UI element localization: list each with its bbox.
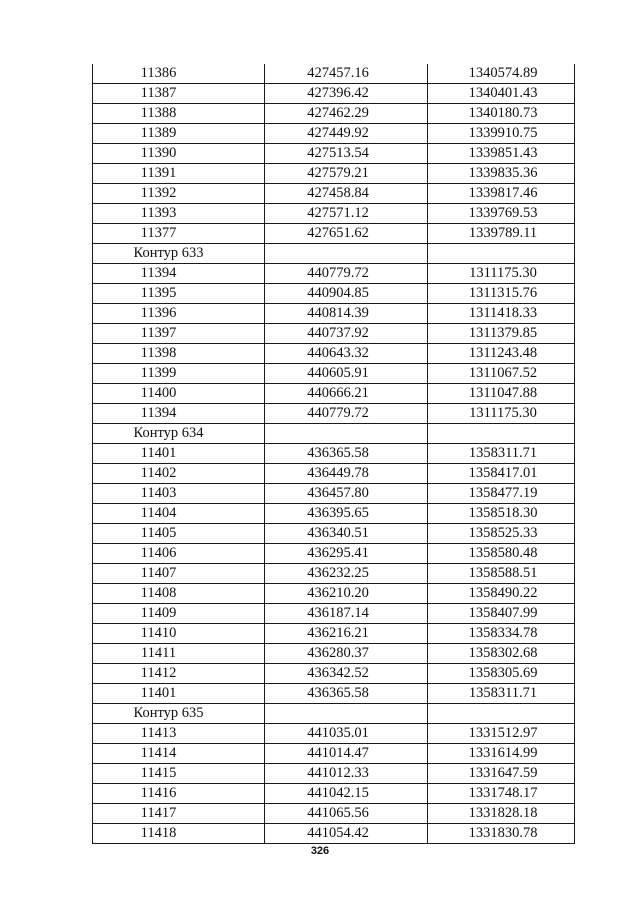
table-row: [93, 384, 575, 404]
table-row: [93, 304, 575, 324]
table-row: [93, 184, 575, 204]
y-coordinate-cell: 1358518.30: [428, 504, 575, 524]
table-row: [93, 744, 575, 764]
point-id-cell: 11414: [93, 744, 265, 764]
point-id-cell: 11388: [93, 104, 265, 124]
table-row: [93, 484, 575, 504]
point-id-cell: 11400: [93, 384, 265, 404]
x-coordinate-cell: 436280.37: [265, 644, 428, 664]
x-coordinate-cell: 427462.29: [265, 104, 428, 124]
x-coordinate-cell: 440737.92: [265, 324, 428, 344]
point-id-cell: 11396: [93, 304, 265, 324]
table-row: [93, 584, 575, 604]
contour-label: Контур 634: [93, 424, 265, 444]
table-row: [93, 544, 575, 564]
coordinates-table: [92, 64, 575, 844]
x-coordinate-cell: 436457.80: [265, 484, 428, 504]
y-coordinate-cell: 1311418.33: [428, 304, 575, 324]
table-row: [93, 164, 575, 184]
y-coordinate-cell: 1358588.51: [428, 564, 575, 584]
y-coordinate-cell: 1331748.17: [428, 784, 575, 804]
point-id-cell: 11418: [93, 824, 265, 844]
point-id-cell: 11410: [93, 624, 265, 644]
y-coordinate-cell: 1311379.85: [428, 324, 575, 344]
table-row: [93, 404, 575, 424]
y-coordinate-cell: 1311175.30: [428, 404, 575, 424]
y-coordinate-cell: 1358302.68: [428, 644, 575, 664]
y-coordinate-cell: 1340401.43: [428, 84, 575, 104]
x-coordinate-cell: 436365.58: [265, 444, 428, 464]
x-coordinate-cell: 436210.20: [265, 584, 428, 604]
y-coordinate-cell: 1331830.78: [428, 824, 575, 844]
contour-label: Контур 633: [93, 244, 265, 264]
x-coordinate-cell: 436232.25: [265, 564, 428, 584]
empty-cell: [428, 244, 575, 264]
point-id-cell: 11392: [93, 184, 265, 204]
table-row: [93, 464, 575, 484]
x-coordinate-cell: 441042.15: [265, 784, 428, 804]
table-row: [93, 604, 575, 624]
x-coordinate-cell: 441012.33: [265, 764, 428, 784]
table-row: [93, 124, 575, 144]
point-id-cell: 11390: [93, 144, 265, 164]
x-coordinate-cell: 441065.56: [265, 804, 428, 824]
table-row: [93, 764, 575, 784]
y-coordinate-cell: 1311175.30: [428, 264, 575, 284]
point-id-cell: 11411: [93, 644, 265, 664]
table-row: [93, 84, 575, 104]
y-coordinate-cell: 1358490.22: [428, 584, 575, 604]
table-row: [93, 644, 575, 664]
table-row: [93, 564, 575, 584]
x-coordinate-cell: 440779.72: [265, 404, 428, 424]
empty-cell: [428, 424, 575, 444]
x-coordinate-cell: 440779.72: [265, 264, 428, 284]
x-coordinate-cell: 440643.32: [265, 344, 428, 364]
table-row: [93, 224, 575, 244]
empty-cell: [265, 244, 428, 264]
table-row: [93, 204, 575, 224]
y-coordinate-cell: 1311067.52: [428, 364, 575, 384]
point-id-cell: 11407: [93, 564, 265, 584]
point-id-cell: 11404: [93, 504, 265, 524]
x-coordinate-cell: 440666.21: [265, 384, 428, 404]
y-coordinate-cell: 1339835.36: [428, 164, 575, 184]
x-coordinate-cell: 436216.21: [265, 624, 428, 644]
table-row: [93, 64, 575, 84]
y-coordinate-cell: 1340180.73: [428, 104, 575, 124]
y-coordinate-cell: 1339769.53: [428, 204, 575, 224]
point-id-cell: 11397: [93, 324, 265, 344]
y-coordinate-cell: 1358311.71: [428, 444, 575, 464]
x-coordinate-cell: 440904.85: [265, 284, 428, 304]
y-coordinate-cell: 1331828.18: [428, 804, 575, 824]
point-id-cell: 11395: [93, 284, 265, 304]
table-row: [93, 504, 575, 524]
table-row: [93, 364, 575, 384]
point-id-cell: 11406: [93, 544, 265, 564]
table-row: [93, 664, 575, 684]
point-id-cell: 11394: [93, 404, 265, 424]
point-id-cell: 11386: [93, 64, 265, 84]
point-id-cell: 11403: [93, 484, 265, 504]
table-row: [93, 264, 575, 284]
table-row: [93, 444, 575, 464]
contour-header-row: [93, 704, 575, 724]
x-coordinate-cell: 436340.51: [265, 524, 428, 544]
x-coordinate-cell: 427457.16: [265, 64, 428, 84]
table-row: [93, 284, 575, 304]
x-coordinate-cell: 427449.92: [265, 124, 428, 144]
y-coordinate-cell: 1339817.46: [428, 184, 575, 204]
table-row: [93, 684, 575, 704]
point-id-cell: 11413: [93, 724, 265, 744]
y-coordinate-cell: 1358334.78: [428, 624, 575, 644]
x-coordinate-cell: 427579.21: [265, 164, 428, 184]
contour-label: Контур 635: [93, 704, 265, 724]
empty-cell: [428, 704, 575, 724]
x-coordinate-cell: 436365.58: [265, 684, 428, 704]
point-id-cell: 11401: [93, 684, 265, 704]
y-coordinate-cell: 1331647.59: [428, 764, 575, 784]
point-id-cell: 11408: [93, 584, 265, 604]
table-row: [93, 324, 575, 344]
y-coordinate-cell: 1331614.99: [428, 744, 575, 764]
x-coordinate-cell: 427458.84: [265, 184, 428, 204]
x-coordinate-cell: 427571.12: [265, 204, 428, 224]
y-coordinate-cell: 1311243.48: [428, 344, 575, 364]
table-row: [93, 804, 575, 824]
empty-cell: [265, 704, 428, 724]
table-row: [93, 344, 575, 364]
y-coordinate-cell: 1339789.11: [428, 224, 575, 244]
point-id-cell: 11398: [93, 344, 265, 364]
y-coordinate-cell: 1340574.89: [428, 64, 575, 84]
coordinates-table-body: [93, 64, 575, 844]
y-coordinate-cell: 1358477.19: [428, 484, 575, 504]
x-coordinate-cell: 427651.62: [265, 224, 428, 244]
point-id-cell: 11393: [93, 204, 265, 224]
x-coordinate-cell: 436342.52: [265, 664, 428, 684]
x-coordinate-cell: 436395.65: [265, 504, 428, 524]
table-row: [93, 144, 575, 164]
x-coordinate-cell: 427396.42: [265, 84, 428, 104]
contour-header-row: [93, 244, 575, 264]
x-coordinate-cell: 427513.54: [265, 144, 428, 164]
point-id-cell: 11401: [93, 444, 265, 464]
point-id-cell: 11399: [93, 364, 265, 384]
point-id-cell: 11389: [93, 124, 265, 144]
y-coordinate-cell: 1358580.48: [428, 544, 575, 564]
point-id-cell: 11377: [93, 224, 265, 244]
table-row: [93, 724, 575, 744]
y-coordinate-cell: 1331512.97: [428, 724, 575, 744]
point-id-cell: 11415: [93, 764, 265, 784]
point-id-cell: 11402: [93, 464, 265, 484]
page-number: 326: [310, 845, 330, 857]
x-coordinate-cell: 436449.78: [265, 464, 428, 484]
x-coordinate-cell: 441014.47: [265, 744, 428, 764]
point-id-cell: 11409: [93, 604, 265, 624]
y-coordinate-cell: 1339910.75: [428, 124, 575, 144]
x-coordinate-cell: 436187.14: [265, 604, 428, 624]
empty-cell: [265, 424, 428, 444]
x-coordinate-cell: 440814.39: [265, 304, 428, 324]
y-coordinate-cell: 1358311.71: [428, 684, 575, 704]
table-row: [93, 524, 575, 544]
point-id-cell: 11391: [93, 164, 265, 184]
y-coordinate-cell: 1358305.69: [428, 664, 575, 684]
x-coordinate-cell: 436295.41: [265, 544, 428, 564]
table-row: [93, 624, 575, 644]
table-row: [93, 784, 575, 804]
y-coordinate-cell: 1311047.88: [428, 384, 575, 404]
point-id-cell: 11416: [93, 784, 265, 804]
y-coordinate-cell: 1358417.01: [428, 464, 575, 484]
table-row: [93, 824, 575, 844]
y-coordinate-cell: 1358407.99: [428, 604, 575, 624]
point-id-cell: 11387: [93, 84, 265, 104]
point-id-cell: 11412: [93, 664, 265, 684]
point-id-cell: 11394: [93, 264, 265, 284]
contour-header-row: [93, 424, 575, 444]
point-id-cell: 11405: [93, 524, 265, 544]
x-coordinate-cell: 441035.01: [265, 724, 428, 744]
y-coordinate-cell: 1311315.76: [428, 284, 575, 304]
table-row: [93, 104, 575, 124]
point-id-cell: 11417: [93, 804, 265, 824]
x-coordinate-cell: 441054.42: [265, 824, 428, 844]
y-coordinate-cell: 1339851.43: [428, 144, 575, 164]
y-coordinate-cell: 1358525.33: [428, 524, 575, 544]
x-coordinate-cell: 440605.91: [265, 364, 428, 384]
